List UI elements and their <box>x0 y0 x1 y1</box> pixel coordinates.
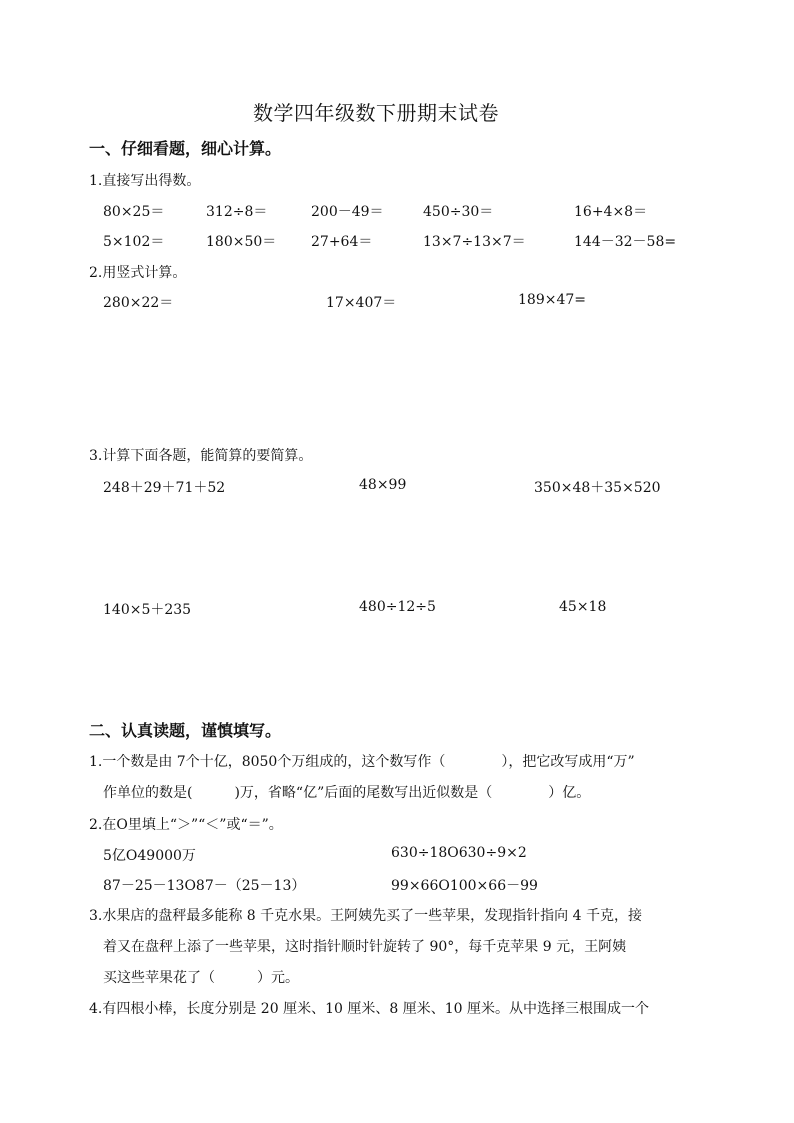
simplify-item: 248＋29＋71＋52 <box>103 480 226 496</box>
vertical-calc-item: 189×47= <box>518 292 586 308</box>
question-1-3-label: 3.计算下面各题，能简算的要简算。 <box>89 448 313 464</box>
calc-item: 5×102＝ <box>103 234 165 250</box>
calc-item: 27+64＝ <box>311 234 373 250</box>
question-2-3-line: 3.水果店的盘秤最多能称 8 千克水果。王阿姨先买了一些苹果，发现指针指向 4 千克，接 <box>89 908 642 924</box>
simplify-item: 45×18 <box>559 599 607 615</box>
question-2-1-line: 1.一个数是由 7个十亿，8050个万组成的，这个数写作（ ），把它改写成用“万” <box>89 754 635 770</box>
vertical-calc-item: 280×22＝ <box>103 295 174 311</box>
simplify-item: 480÷12÷5 <box>359 599 436 615</box>
question-1-2-label: 2.用竖式计算。 <box>89 265 187 281</box>
compare-item: 630÷18O630÷9×2 <box>391 845 527 861</box>
simplify-item: 350×48＋35×520 <box>534 480 661 496</box>
question-2-2-label: 2.在O里填上“＞”“＜”或“＝”。 <box>89 817 283 833</box>
calc-item: 312÷8＝ <box>206 204 268 220</box>
page-title: 数学四年级数下册期末试卷 <box>253 101 499 125</box>
calc-item: 16+4×8＝ <box>574 204 648 220</box>
calc-item: 450÷30＝ <box>423 204 494 220</box>
question-2-1-line: 作单位的数是( )万，省略“亿”后面的尾数写出近似数是（ ）亿。 <box>103 785 591 801</box>
vertical-calc-item: 17×407＝ <box>326 295 397 311</box>
compare-item: 5亿O49000万 <box>103 848 196 864</box>
simplify-item: 140×5＋235 <box>103 602 192 618</box>
section-2-heading: 二、认真读题，谨慎填写。 <box>89 721 282 740</box>
compare-item: 99×66O100×66－99 <box>391 878 538 894</box>
simplify-item: 48×99 <box>359 477 407 493</box>
question-1-1-label: 1.直接写出得数。 <box>89 173 201 189</box>
compare-item: 87－25－13O87－（25－13） <box>103 878 306 894</box>
question-2-3-line: 买这些苹果花了（ ）元。 <box>103 970 299 986</box>
question-2-3-line: 着又在盘秤上添了一些苹果，这时指针顺时针旋转了 90°，每千克苹果 9 元，王阿姨 <box>103 939 627 955</box>
section-1-heading: 一、仔细看题，细心计算。 <box>89 139 282 158</box>
question-2-4-line: 4.有四根小棒，长度分别是 20 厘米、10 厘米、8 厘米、10 厘米。从中选择三根围成一个 <box>89 1001 649 1017</box>
calc-item: 13×7÷13×7＝ <box>423 234 526 250</box>
calc-item: 144－32－58= <box>574 234 677 250</box>
calc-item: 200－49＝ <box>311 204 384 220</box>
calc-item: 180×50＝ <box>206 234 277 250</box>
calc-item: 80×25＝ <box>103 204 165 220</box>
